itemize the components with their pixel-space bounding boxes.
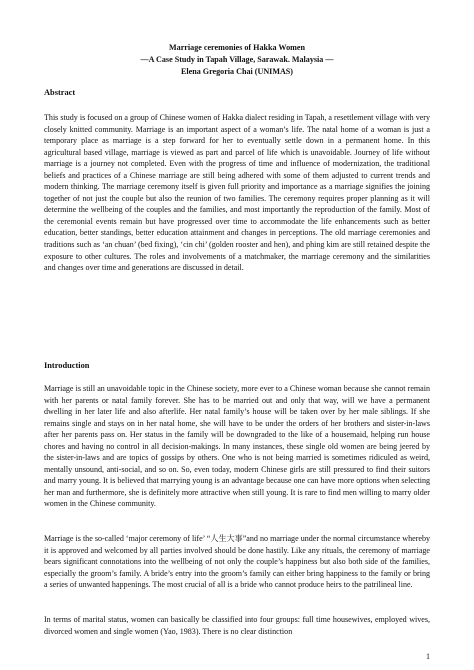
page-number: 1: [426, 652, 430, 661]
abstract-heading: Abstract: [44, 88, 76, 97]
paper-author: Elena Gregoria Chai (UNIMAS): [180, 67, 294, 76]
paper-title-block: [44, 42, 430, 78]
introduction-paragraph-1: Marriage is still an unavoidable topic in the Chinese society, more ever to a Chinese woman because she cannot remain with her parents or natal family forever. She has to be married out and only that way, will we have a permanent dwelling in her later life and also afterlife. Her natal family’s house will be taken over by her male siblings. If she remains single and stays on in her natal home, she will have to be under the orders of her brothers and sister-in-laws after her parents pass on. Her status in the family will be downgraded to the like of a housemaid, helping run house chores and having no control in all decision-makings. In many instances, these single old women are being jeered by the sister-in-laws and are topics of gossips by others. One who is not being married is sometimes ridiculed as weird, mentally unsound, anti-social, and so on. So, even today, modern Chinese girls are still pressured to find their suitors and marry young. It is believed that marrying young is an advantage because one can have more options when selecting her man and furthermore, she is definitely more attractive when still young. It is rare to find men willing to marry older women in the Chinese community.: [44, 384, 430, 509]
introduction-paragraph-3: In terms of marital status, women can basically be classified into four groups: full time housewives, employed wives, divorced women and single women (Yao, 1983). There is no clear distinction: [44, 615, 430, 636]
paper-subtitle: —A Case Study in Tapah Village, Sarawak. Malaysia —: [140, 55, 334, 64]
paper-title: Marriage ceremonies of Hakka Women: [169, 43, 305, 52]
introduction-paragraph-2: Marriage is the so-called ‘major ceremony of life’ “人生大事”and no marriage under the normal circumstance whereby it is approved and welcomed by all parties involved should be done hastily. Like any rituals, the ceremony of marriage bears significant connotations into the wellbeing of not only the couple’s happiness but also both side of the families, especially the groom’s family. A bride’s entry into the groom’s family can either bring happiness to the family or bring a series of unwanted happenings. The most crucial of all is a bride who cannot produce heirs to the patrilineal line.: [44, 534, 430, 590]
abstract-paragraph: This study is focused on a group of Chinese women of Hakka dialect residing in Tapah, a resettlement village with very closely knitted community. Marriage is an important aspect of a woman’s life. The natal home of a woman is just a temporary place as marriage is a step forward for her to eventually settle down in a permanent home. In this agricultural based village, marriage is viewed as part and parcel of life which is unavoidable. Journey of life without marriage is a journey not completed. Even with the progress of time and influence of modernization, the traditional beliefs and practices of a Chinese marriage are still being adhered with some of them adjusted to current trends and modern thinking. The marriage ceremony itself is given full priority and importance as a marriage signifies the joining together of not just the couple but also the reunion of two families. The ceremony requires proper planning as it will determine the wellbeing of the couples and the families, and most importantly the reproduction of the family. Most of the ceremonial events remain but have progressed over time to accommodate the life enhancements such as better education, better standings, better education attainment and changes in perceptions. The old marriage ceremonies and traditions such as ‘an chuan’ (bed fixing), ‘cin chi’ (golden rooster and hen), and phing kim are still retained despite the exposure to other cultures. The roles and involvements of a matchmaker, the marriage ceremony and the similarities and changes over time and generations are discussed in detail.: [44, 113, 430, 273]
introduction-heading: Introduction: [44, 361, 90, 370]
